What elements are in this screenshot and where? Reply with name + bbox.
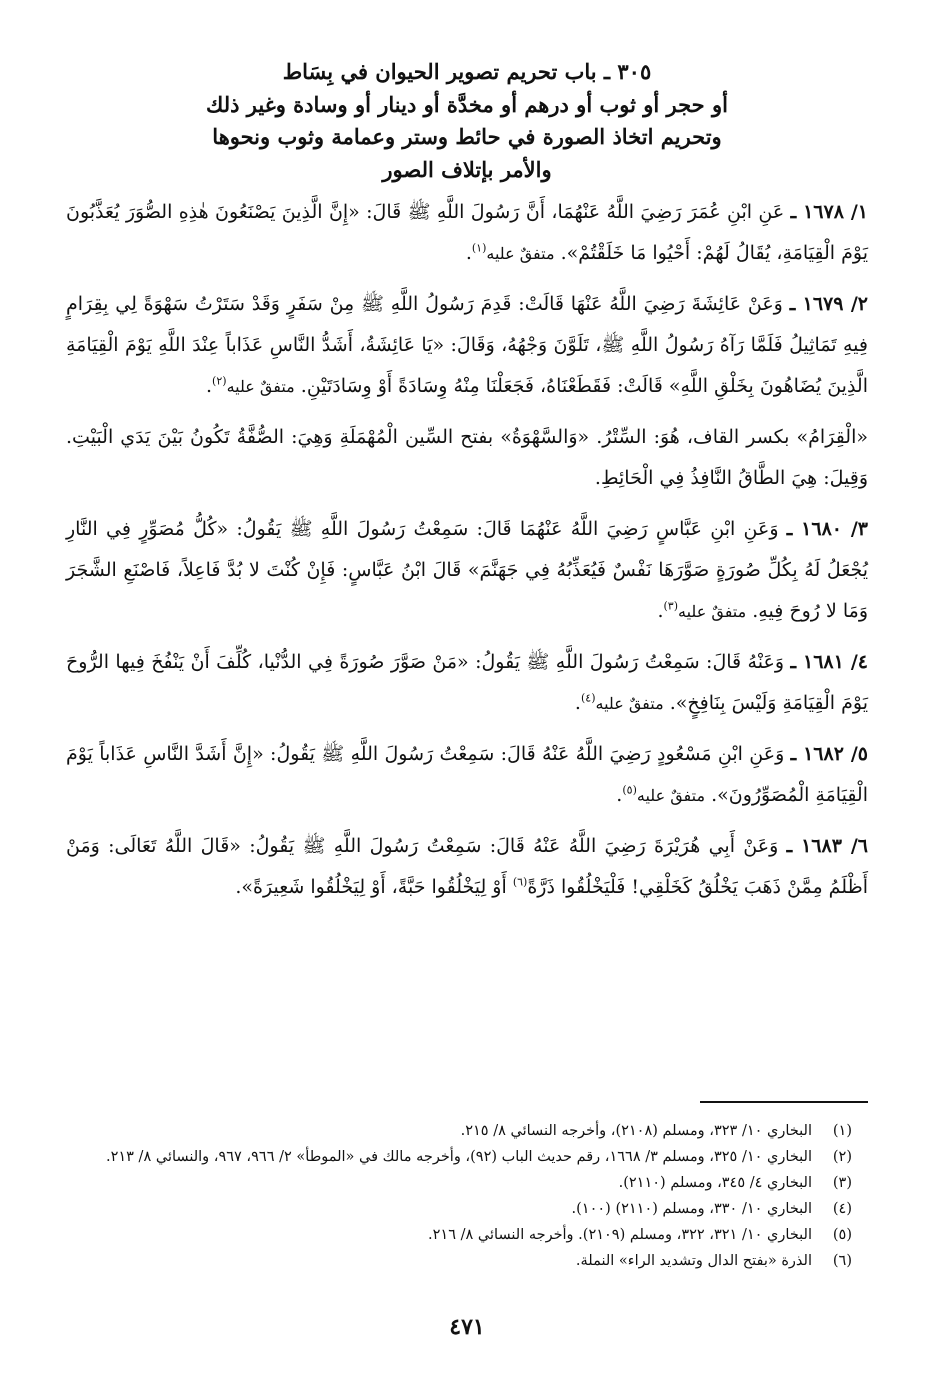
gloss-paragraph: «الْقِرَامُ» بكسر القاف، هُوَ: السِّتْرُ. «وَالسَّهْوَةُ» بفتح السِّين الْمُهْمَلَةِ وَهِيَ: الصُّفَّةُ تَكُونُ بَيْنَ يَدَي الْبَيْتِ. وَقِيلَ: هِيَ الطَّاقُ النَّافِذُ فِي الْحَائِطِ.: [66, 426, 868, 489]
hadith-1678: ١/ ١٦٧٨ ـ عَنِ ابْنِ عُمَرَ رَضِيَ اللَّهُ عَنْهُمَا، أَنَّ رَسُولَ اللَّهِ ﷺ قَالَ: «إِنَّ الَّذِينَ يَصْنَعُونَ هٰذِهِ الصُّوَرَ يُعَذَّبُونَ يَوْمَ الْقِيَامَةِ، يُقَالُ لَهُمْ: أَحْيُوا مَا خَلَقْتُمْ». متفقٌ عليه$^{(١)}$.: [66, 201, 869, 264]
hadith-text: وَعَنْهُ قَالَ: سَمِعْتُ رَسُولَ اللَّهِ ﷺ يَقُولُ: «مَنْ صَوَّرَ صُورَةً فِي الدُّنْيا، كُلِّفَ أَنْ يَنْفُخَ فِيها الرُّوحَ يَوْمَ الْقِيَامَةِ وَلَيْسَ بِنَافِخٍ».: [66, 651, 868, 714]
footnotes-section: [66, 1118, 868, 1274]
agreed-upon-label: متفقٌ عليه: [226, 377, 295, 396]
footnote-mark: (٦): [832, 1253, 852, 1269]
hadith-text: وَعَنْ عَائِشَةَ رَضِيَ اللَّهُ عَنْهَا قَالَتْ: قَدِمَ رَسُولُ اللَّهِ ﷺ مِنْ سَفَرٍ وَقَدْ سَتَرْتُ سَهْوَةً لِي بِقِرَامٍ فِيهِ تَمَاثِيلُ فَلَمَّا رَآهُ رَسُولُ اللَّهِ ﷺ، تَلَوَّنَ وَجْهُهُ، وَقَالَ: «يَا عَائِشَةُ، أَشَدُّ النَّاسِ عَذَاباً عِنْدَ اللَّهِ يَوْمَ الْقِيَامَةِ الَّذِينَ يُضَاهُونَ بِخَلْقِ اللَّهِ» قَالَتْ: فَقَطَعْنَاهُ، فَجَعَلْنَا مِنْهُ وِسَادَةً أَوْ وِسَادَتَيْنِ.: [66, 293, 868, 397]
footnote-mark: (٢): [832, 1149, 852, 1165]
footnote-item: [66, 1144, 868, 1170]
footnote-mark: (٤): [832, 1201, 852, 1217]
footnote-ref[interactable]: (٢): [212, 374, 227, 388]
chapter-heading: [66, 56, 868, 186]
hadith-text: وَعَنِ ابْنِ مَسْعُودٍ رَضِيَ اللَّهُ عَنْهُ قَالَ: سَمِعْتُ رَسُولَ اللَّهِ ﷺ يَقُولُ: «إِنَّ أَشَدَّ النَّاسِ عَذَاباً يَوْمَ الْقِيَامَةِ الْمُصَوِّرُونَ».: [66, 743, 868, 806]
hadith-1679: ٢/ ١٦٧٩ ـ وَعَنْ عَائِشَةَ رَضِيَ اللَّهُ عَنْهَا قَالَتْ: قَدِمَ رَسُولُ اللَّهِ ﷺ مِنْ سَفَرٍ وَقَدْ سَتَرْتُ سَهْوَةً لِي بِقِرَامٍ فِيهِ تَمَاثِيلُ فَلَمَّا رَآهُ رَسُولُ اللَّهِ ﷺ، تَلَوَّنَ وَجْهُهُ، وَقَالَ: «يَا عَائِشَةُ، أَشَدُّ النَّاسِ عَذَاباً عِنْدَ اللَّهِ يَوْمَ الْقِيَامَةِ الَّذِينَ يُضَاهُونَ بِخَلْقِ اللَّهِ» قَالَتْ: فَقَطَعْنَاهُ، فَجَعَلْنَا مِنْهُ وِسَادَةً أَوْ وِسَادَتَيْنِ. متفقٌ عليه$^{(٢)}$.: [66, 293, 869, 397]
hadith-1683: [66, 826, 868, 908]
hadith-1682: ٥/ ١٦٨٢ ـ وَعَنِ ابْنِ مَسْعُودٍ رَضِيَ اللَّهُ عَنْهُ قَالَ: سَمِعْتُ رَسُولَ اللَّهِ ﷺ يَقُولُ: «إِنَّ أَشَدَّ النَّاسِ عَذَاباً يَوْمَ الْقِيَامَةِ الْمُصَوِّرُونَ». متفقٌ عليه$^{(٥)}$.: [66, 743, 868, 806]
hadith-text-part-b: أَوْ لِيَخْلُقُوا حَبَّةً، أَوْ لِيَخْلُقُوا شَعِيرَةً».: [235, 876, 507, 898]
footnote-item: [66, 1118, 868, 1144]
footnote-item: [66, 1248, 868, 1274]
hadith-number: ٦/ ١٦٨٣ ـ: [786, 835, 868, 857]
footnote-item: [66, 1170, 868, 1196]
footnote-text: البخاري ١٠/ ٣٢٥، ومسلم ٣/ ١٦٦٨، رقم حديث الباب (٩٢)، وأخرجه مالك في «الموطأ» ٢/ ٩٦٦، ٩٦٧، والنسائي ٨/ ٢١٣.: [105, 1149, 812, 1165]
footnote-text: البخاري ٤/ ٣٤٥، ومسلم (٢١١٠).: [618, 1175, 812, 1191]
agreed-upon-label: متفقٌ عليه: [595, 694, 664, 713]
footnote-ref[interactable]: (٣): [663, 599, 679, 613]
footnote-text: البخاري ١٠/ ٣٢١، ٣٢٢، ومسلم (٢١٠٩). وأخرجه النسائي ٨/ ٢١٦.: [428, 1227, 812, 1243]
footnote-ref[interactable]: (٤): [580, 691, 596, 705]
footnote-mark: (١): [832, 1123, 852, 1139]
hadith-text: وَعَنِ ابْنِ عَبَّاسٍ رَضِيَ اللَّهُ عَنْهُمَا قَالَ: سَمِعْتُ رَسُولَ اللَّهِ ﷺ يَقُولُ: «كُلُّ مُصَوِّرٍ فِي النَّارِ يُجْعَلُ لَهُ بِكُلِّ صُورَةٍ صَوَّرَهَا نَفْسٌ فَيُعَذِّبُهُ فِي جَهَنَّمَ» قَالَ ابْنُ عَبَّاسٍ: فَإِنْ كُنْتَ لا بُدَّ فَاعِلاً، فَاصْنَعِ الشَّجَرَ وَمَا لا رُوحَ فِيهِ.: [66, 518, 869, 622]
agreed-upon-label: متفقٌ عليه: [678, 602, 747, 621]
hadith-text: عَنِ ابْنِ عُمَرَ رَضِيَ اللَّهُ عَنْهُمَا، أَنَّ رَسُولَ اللَّهِ ﷺ قَالَ: «إِنَّ الَّذِينَ يَصْنَعُونَ هٰذِهِ الصُّوَرَ يُعَذَّبُونَ يَوْمَ الْقِيَامَةِ، يُقَالُ لَهُمْ: أَحْيُوا مَا خَلَقْتُمْ».: [66, 201, 868, 264]
hadith-number: ٢/ ١٦٧٩ ـ: [789, 293, 869, 315]
hadith-text-part-a: وَعَنْ أَبِي هُرَيْرَةَ رَضِيَ اللَّهُ عَنْهُ قَالَ: سَمِعْتُ رَسُولَ اللَّهِ ﷺ يَقُولُ: «قَالَ اللَّهُ تَعَالَى: وَمَنْ أَظْلَمُ مِمَّنْ ذَهَبَ يَخْلُقُ كَخَلْقِي! فَلْيَخْلُقُوا ذَرَّةً: [66, 835, 868, 898]
footnote-ref[interactable]: (١): [471, 241, 487, 255]
heading-line-1: ٣٠٥ ـ باب تحريم تصوير الحيوان في بِسَاط: [282, 59, 652, 84]
hadith-number: ٣/ ١٦٨٠ ـ: [786, 518, 868, 540]
heading-line-2: أو حجر أو ثوب أو درهم أو مخدَّة أو دينار أو وسادة وغير ذلك: [206, 91, 728, 117]
footnote-item: [66, 1196, 868, 1222]
footnote-divider: [700, 1101, 868, 1103]
footnote-mark: (٣): [832, 1175, 852, 1191]
footnote-text: البخاري ١٠/ ٣٣٠، ومسلم (٢١١٠) (١٠٠).: [571, 1201, 812, 1217]
heading-line-4: والأمر بإتلاف الصور: [382, 156, 552, 182]
heading-line-3: وتحريم اتخاذ الصورة في حائط وستر وعمامة وثوب ونحوها: [212, 124, 722, 149]
page-number: ٤٧١: [449, 1314, 485, 1340]
footnote-item: [66, 1222, 868, 1248]
footnote-mark: (٥): [832, 1227, 852, 1243]
hadith-number: ١/ ١٦٧٨ ـ: [790, 201, 869, 223]
agreed-upon-label: متفقٌ عليه: [486, 244, 555, 263]
footnote-ref[interactable]: (٥): [622, 783, 637, 797]
hadith-number: ٤/ ١٦٨١ ـ: [790, 651, 868, 673]
book-page: [66, 56, 868, 1366]
hadith-number: ٥/ ١٦٨٢ ـ: [790, 743, 868, 765]
hadith-1680: ٣/ ١٦٨٠ ـ وَعَنِ ابْنِ عَبَّاسٍ رَضِيَ اللَّهُ عَنْهُمَا قَالَ: سَمِعْتُ رَسُولَ اللَّهِ ﷺ يَقُولُ: «كُلُّ مُصَوِّرٍ فِي النَّارِ يُجْعَلُ لَهُ بِكُلِّ صُورَةٍ صَوَّرَهَا نَفْسٌ فَيُعَذِّبُهُ فِي جَهَنَّمَ» قَالَ ابْنُ عَبَّاسٍ: فَإِنْ كُنْتَ لا بُدَّ فَاعِلاً، فَاصْنَعِ الشَّجَرَ وَمَا لا رُوحَ فِيهِ. متفقٌ عليه$^{(٣)}$.: [66, 518, 869, 622]
agreed-upon-label: متفقٌ عليه: [636, 786, 706, 805]
footnote-text: الذرة «بفتح الدال وتشديد الراء» النملة.: [575, 1253, 812, 1269]
hadith-1681: ٤/ ١٦٨١ ـ وَعَنْهُ قَالَ: سَمِعْتُ رَسُولَ اللَّهِ ﷺ يَقُولُ: «مَنْ صَوَّرَ صُورَةً فِي الدُّنْيا، كُلِّفَ أَنْ يَنْفُخَ فِيها الرُّوحَ يَوْمَ الْقِيَامَةِ وَلَيْسَ بِنَافِخٍ». متفقٌ عليه$^{(٤)}$.: [66, 651, 868, 714]
footnote-ref[interactable]: (٦): [512, 875, 528, 889]
footnote-text: البخاري ١٠/ ٣٢٣، ومسلم (٢١٠٨)، وأخرجه النسائي ٨/ ٢١٥.: [460, 1123, 812, 1139]
